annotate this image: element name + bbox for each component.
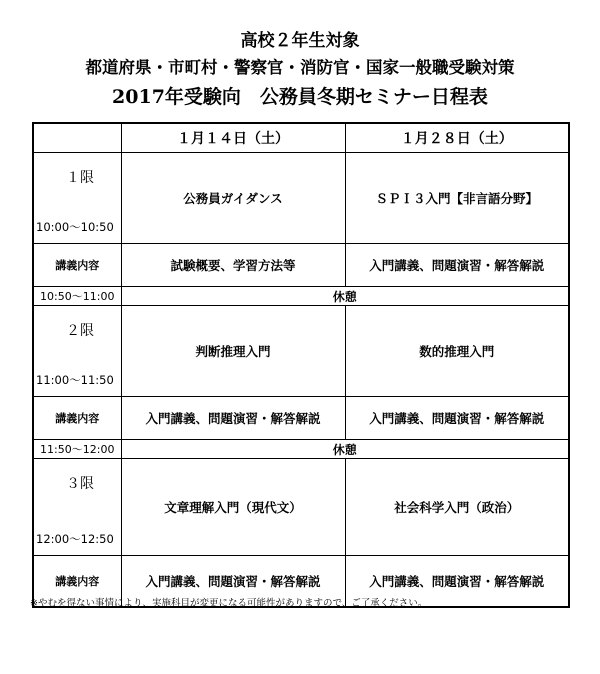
lecture-content: 入門講義、問題演習・解答解説 [345, 556, 569, 608]
break-time: 10:50～11:00 [33, 287, 121, 306]
date-header-row [33, 123, 569, 153]
lecture-content-row [33, 244, 569, 287]
period-name: ２限 [66, 323, 94, 339]
subject-cell: 社会科学入門（政治） [345, 459, 569, 556]
exam-types: 都道府県・市町村・警察官・消防官・国家一般職受験対策 [85, 58, 515, 77]
subject-cell: 公務員ガイダンス [121, 153, 345, 244]
period-time: 10:00～10:50 [36, 220, 114, 234]
corner-cell [33, 123, 121, 153]
lecture-content: 試験概要、学習方法等 [121, 244, 345, 287]
subject-cell: ＳＰＩ３入門【非言語分野】 [345, 153, 569, 244]
footnote: ※やむを得ない事情により、実施科目が変更になる可能性がありますので、ご了承ください。 [30, 598, 428, 609]
break-label: 休憩 [121, 440, 569, 459]
period-time: 12:00～12:50 [36, 532, 114, 546]
break-row [33, 287, 569, 306]
period-name: １限 [66, 170, 94, 186]
date-header: １月２８日（土） [345, 123, 569, 153]
period-row [33, 306, 569, 397]
lecture-label: 講義内容 [33, 244, 121, 287]
page-title: 2017年受験向 公務員冬期セミナー日程表 [112, 86, 488, 108]
schedule-table [32, 122, 570, 608]
target-audience: 高校２年生対象 [240, 31, 360, 51]
period-name: ３限 [66, 476, 94, 492]
break-time: 11:50～12:00 [33, 440, 121, 459]
lecture-content: 入門講義、問題演習・解答解説 [121, 556, 345, 608]
period-row [33, 459, 569, 556]
lecture-content: 入門講義、問題演習・解答解説 [345, 397, 569, 440]
lecture-label: 講義内容 [33, 556, 121, 608]
lecture-content: 入門講義、問題演習・解答解説 [121, 397, 345, 440]
period-cell [33, 153, 121, 244]
period-row [33, 153, 569, 244]
period-cell [33, 306, 121, 397]
lecture-content-row [33, 397, 569, 440]
period-time: 11:00～11:50 [36, 373, 114, 387]
period-cell [33, 459, 121, 556]
subject-cell: 判断推理入門 [121, 306, 345, 397]
break-label: 休憩 [121, 287, 569, 306]
date-header: １月１４日（土） [121, 123, 345, 153]
break-row [33, 440, 569, 459]
title-block [0, 28, 600, 112]
subject-cell: 数的推理入門 [345, 306, 569, 397]
lecture-content: 入門講義、問題演習・解答解説 [345, 244, 569, 287]
subject-cell: 文章理解入門（現代文） [121, 459, 345, 556]
lecture-label: 講義内容 [33, 397, 121, 440]
